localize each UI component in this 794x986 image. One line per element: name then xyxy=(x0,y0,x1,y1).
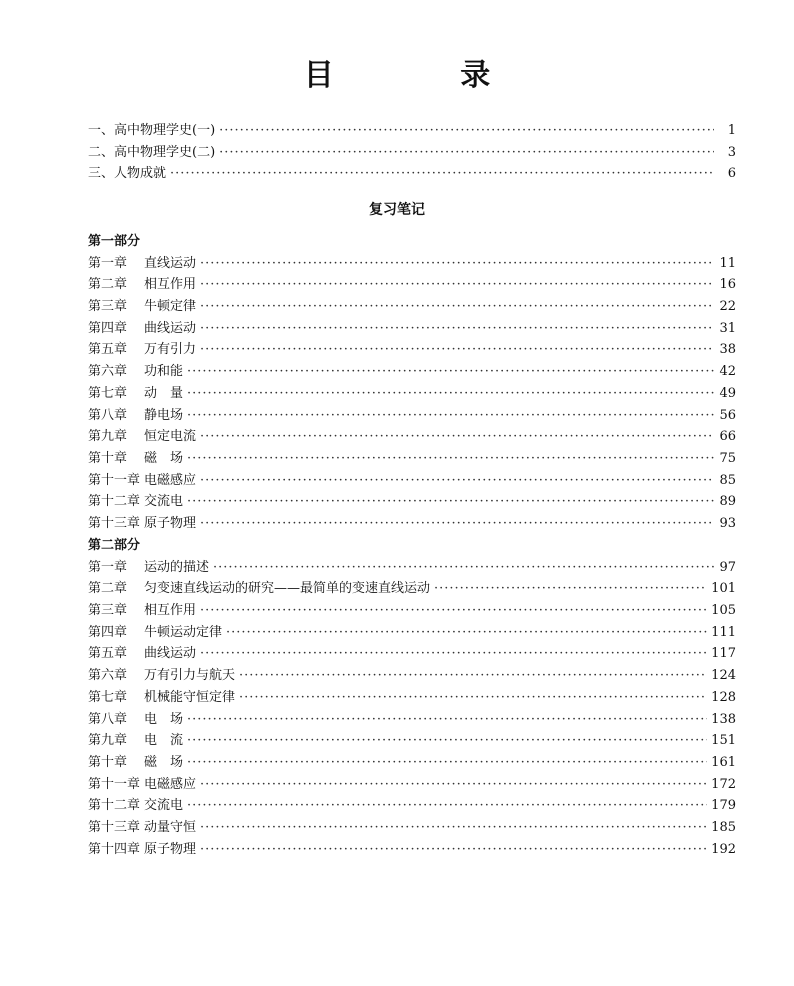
leader-dots xyxy=(187,405,714,427)
chapter-label xyxy=(88,774,196,796)
chapter-label xyxy=(88,839,196,861)
chapter-number: 第一章 xyxy=(88,255,128,271)
chapter-entry xyxy=(88,383,736,405)
chapter-page: 42 xyxy=(719,364,736,380)
chapter-page: 22 xyxy=(719,299,736,315)
chapter-title: 相互作用 xyxy=(144,277,197,293)
chapter-page: 89 xyxy=(719,494,736,510)
toc-entry xyxy=(88,120,736,142)
chapter-number: 第二章 xyxy=(88,581,128,597)
chapter-label xyxy=(88,339,196,361)
chapter-entry xyxy=(88,730,736,752)
chapter-label xyxy=(88,426,196,448)
toc-entry xyxy=(88,142,736,164)
chapter-number: 第八章 xyxy=(88,407,128,423)
chapter-page: 85 xyxy=(719,472,736,488)
chapter-label xyxy=(88,253,196,275)
chapter-label xyxy=(88,513,196,535)
entry-label: 二、高中物理学史(二) xyxy=(88,144,216,160)
chapter-number: 第十三章 xyxy=(88,515,141,531)
leader-dots xyxy=(187,752,707,774)
chapter-entry xyxy=(88,557,736,579)
leader-dots xyxy=(187,491,714,513)
chapter-title: 交流电 xyxy=(144,798,184,814)
chapter-entry xyxy=(88,274,736,296)
chapter-label xyxy=(88,643,196,665)
chapter-number: 第十二章 xyxy=(88,494,141,510)
leader-dots xyxy=(200,513,714,535)
chapter-number: 第一章 xyxy=(88,559,128,575)
chapter-title: 动 量 xyxy=(144,385,184,401)
leader-dots xyxy=(200,318,714,340)
chapter-title: 机械能守恒定律 xyxy=(144,689,236,705)
leader-dots xyxy=(239,665,707,687)
chapter-label xyxy=(88,600,196,622)
chapter-title: 磁 场 xyxy=(144,450,184,466)
part-heading: 第二部分 xyxy=(88,538,141,553)
chapter-entry xyxy=(88,600,736,622)
part-two-list xyxy=(88,535,736,860)
chapter-label xyxy=(88,709,183,731)
chapter-title: 相互作用 xyxy=(144,603,197,619)
chapter-entry xyxy=(88,253,736,275)
entry-page: 3 xyxy=(727,144,736,160)
chapter-page: 97 xyxy=(719,559,736,575)
chapter-label xyxy=(88,752,183,774)
leader-dots xyxy=(200,817,707,839)
chapter-page: 75 xyxy=(719,450,736,466)
chapter-number: 第九章 xyxy=(88,429,128,445)
chapter-title: 曲线运动 xyxy=(144,320,197,336)
chapter-label xyxy=(88,448,183,470)
leader-dots xyxy=(200,253,714,275)
chapter-page: 16 xyxy=(719,277,736,293)
chapter-title: 万有引力与航天 xyxy=(144,668,236,684)
chapter-title: 电磁感应 xyxy=(144,776,197,792)
chapter-entry xyxy=(88,665,736,687)
chapter-page: 138 xyxy=(711,711,736,727)
chapter-number: 第十四章 xyxy=(88,841,141,857)
chapter-label xyxy=(88,491,183,513)
chapter-page: 185 xyxy=(711,819,736,835)
chapter-page: 11 xyxy=(719,255,736,271)
chapter-number: 第二章 xyxy=(88,277,128,293)
chapter-page: 124 xyxy=(711,668,736,684)
chapter-entry xyxy=(88,687,736,709)
entry-page: 6 xyxy=(727,166,736,181)
chapter-number: 第六章 xyxy=(88,364,128,380)
chapter-page: 101 xyxy=(711,581,736,597)
chapter-title: 动量守恒 xyxy=(144,819,197,835)
leader-dots xyxy=(170,163,714,185)
chapter-number: 第六章 xyxy=(88,668,128,684)
chapter-number: 第三章 xyxy=(88,299,128,315)
leader-dots xyxy=(219,120,714,142)
leader-dots xyxy=(200,643,707,665)
chapter-number: 第五章 xyxy=(88,342,128,358)
chapter-page: 105 xyxy=(711,603,736,619)
chapter-label xyxy=(88,687,235,709)
chapter-page: 128 xyxy=(711,689,736,705)
chapter-title: 功和能 xyxy=(144,364,184,380)
chapter-page: 117 xyxy=(711,646,736,662)
chapter-entry xyxy=(88,752,736,774)
chapter-page: 179 xyxy=(711,798,736,814)
chapter-title: 恒定电流 xyxy=(144,429,197,445)
chapter-title: 磁 场 xyxy=(144,754,184,770)
chapter-page: 93 xyxy=(719,515,736,531)
chapter-page: 111 xyxy=(711,624,736,640)
leader-dots xyxy=(200,296,714,318)
leader-dots xyxy=(226,622,707,644)
chapter-entry xyxy=(88,709,736,731)
chapter-page: 161 xyxy=(711,754,736,770)
leader-dots xyxy=(213,557,714,579)
chapter-entry xyxy=(88,361,736,383)
chapter-entry xyxy=(88,643,736,665)
page-title: 目 录 xyxy=(303,58,549,93)
chapter-title: 原子物理 xyxy=(144,841,197,857)
chapter-page: 172 xyxy=(711,776,736,792)
chapter-page: 31 xyxy=(719,320,736,336)
leader-dots xyxy=(200,774,707,796)
chapter-entry xyxy=(88,513,736,535)
leader-dots xyxy=(187,709,707,731)
chapter-label xyxy=(88,470,196,492)
chapter-label xyxy=(88,296,196,318)
leader-dots xyxy=(434,578,707,600)
chapter-entry xyxy=(88,448,736,470)
chapter-page: 38 xyxy=(719,342,736,358)
chapter-title: 交流电 xyxy=(144,494,184,510)
chapter-title: 运动的描述 xyxy=(144,559,210,575)
leader-dots xyxy=(187,730,707,752)
leader-dots xyxy=(200,470,714,492)
chapter-label xyxy=(88,730,183,752)
leader-dots xyxy=(200,339,714,361)
leader-dots xyxy=(200,839,707,861)
chapter-entry xyxy=(88,470,736,492)
chapter-page: 66 xyxy=(719,429,736,445)
chapter-entry xyxy=(88,296,736,318)
entry-page: 1 xyxy=(727,123,736,138)
chapter-title: 牛顿运动定律 xyxy=(144,624,223,640)
chapter-entry xyxy=(88,774,736,796)
chapter-entry xyxy=(88,795,736,817)
chapter-entry xyxy=(88,491,736,513)
chapter-page: 151 xyxy=(711,733,736,749)
chapter-title: 电 场 xyxy=(144,711,184,727)
part-heading: 第一部分 xyxy=(88,234,141,249)
chapter-title: 牛顿定律 xyxy=(144,299,197,315)
chapter-label xyxy=(88,383,183,405)
chapter-title: 静电场 xyxy=(144,407,184,423)
chapter-entry xyxy=(88,426,736,448)
chapter-entry xyxy=(88,405,736,427)
chapter-number: 第四章 xyxy=(88,624,128,640)
chapter-entry xyxy=(88,622,736,644)
toc-entry xyxy=(88,163,736,185)
chapter-number: 第十章 xyxy=(88,450,128,466)
chapter-entry xyxy=(88,817,736,839)
chapter-entry xyxy=(88,839,736,861)
chapter-page: 192 xyxy=(711,841,736,857)
part-one-list xyxy=(88,231,736,535)
chapter-title: 万有引力 xyxy=(144,342,197,358)
leader-dots xyxy=(187,448,714,470)
chapter-title: 直线运动 xyxy=(144,255,197,271)
leader-dots xyxy=(187,383,714,405)
entry-label: 三、人物成就 xyxy=(88,166,167,181)
chapter-label xyxy=(88,361,183,383)
chapter-title: 原子物理 xyxy=(144,515,197,531)
section-title: 复习笔记 xyxy=(369,202,425,218)
leader-dots xyxy=(200,426,714,448)
front-matter-list xyxy=(88,120,736,185)
chapter-label xyxy=(88,557,209,579)
leader-dots xyxy=(200,274,714,296)
chapter-label xyxy=(88,578,430,600)
chapter-label xyxy=(88,795,183,817)
leader-dots xyxy=(187,795,707,817)
chapter-label xyxy=(88,274,196,296)
chapter-number: 第五章 xyxy=(88,646,128,662)
chapter-page: 56 xyxy=(719,407,736,423)
chapter-number: 第十一章 xyxy=(88,472,141,488)
chapter-entry xyxy=(88,339,736,361)
chapter-label xyxy=(88,665,235,687)
chapter-number: 第十三章 xyxy=(88,819,141,835)
chapter-label xyxy=(88,405,183,427)
chapter-entry xyxy=(88,318,736,340)
chapter-number: 第七章 xyxy=(88,689,128,705)
chapter-title: 曲线运动 xyxy=(144,646,197,662)
chapter-number: 第十章 xyxy=(88,754,128,770)
chapter-number: 第九章 xyxy=(88,733,128,749)
chapter-page: 49 xyxy=(719,385,736,401)
leader-dots xyxy=(219,142,714,164)
chapter-title: 电 流 xyxy=(144,733,184,749)
chapter-title: 匀变速直线运动的研究——最简单的变速直线运动 xyxy=(144,581,431,597)
entry-label: 一、高中物理学史(一) xyxy=(88,123,216,138)
chapter-label xyxy=(88,817,196,839)
chapter-number: 第八章 xyxy=(88,711,128,727)
chapter-number: 第十二章 xyxy=(88,798,141,814)
chapter-label xyxy=(88,318,196,340)
leader-dots xyxy=(239,687,707,709)
chapter-entry xyxy=(88,578,736,600)
chapter-number: 第四章 xyxy=(88,320,128,336)
chapter-number: 第十一章 xyxy=(88,776,141,792)
chapter-number: 第七章 xyxy=(88,385,128,401)
leader-dots xyxy=(187,361,714,383)
leader-dots xyxy=(200,600,707,622)
chapter-number: 第三章 xyxy=(88,603,128,619)
chapter-title: 电磁感应 xyxy=(144,472,197,488)
chapter-label xyxy=(88,622,222,644)
